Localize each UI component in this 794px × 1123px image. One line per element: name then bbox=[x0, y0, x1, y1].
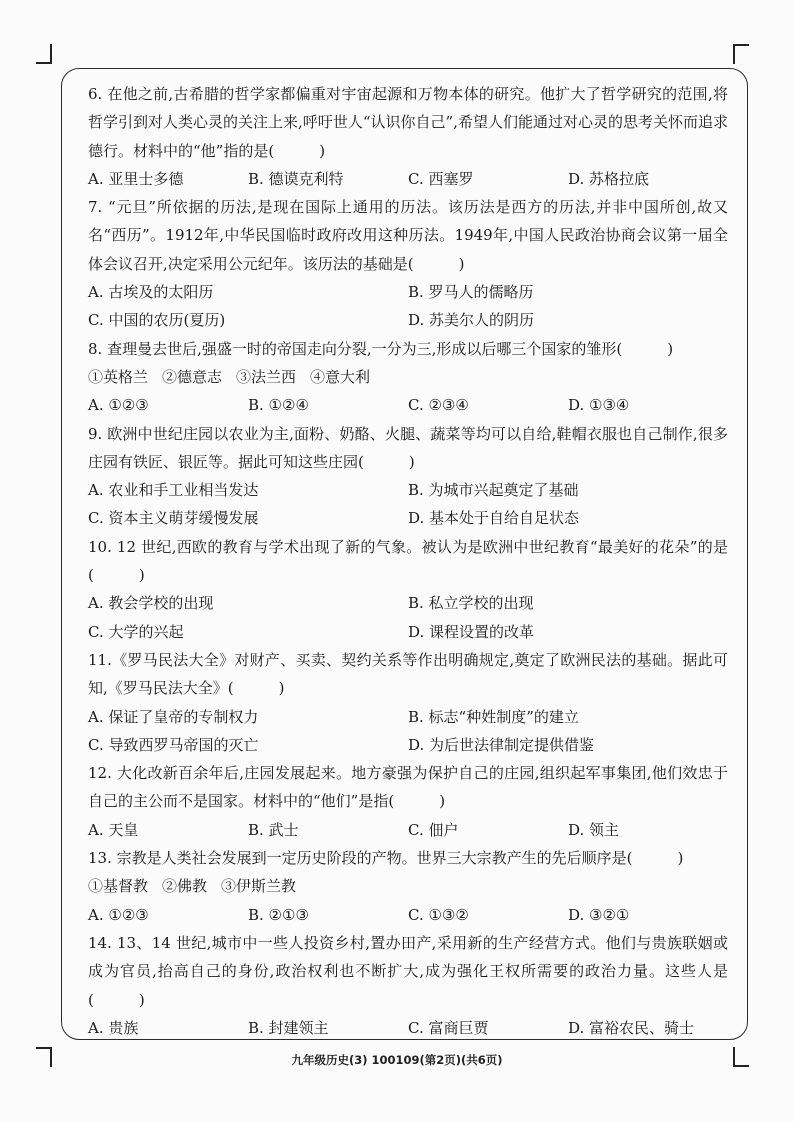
question-8 bbox=[88, 335, 728, 420]
option-a: A. 古埃及的太阳历 bbox=[88, 283, 214, 302]
item: ④意大利 bbox=[310, 367, 371, 386]
question-14 bbox=[88, 929, 728, 1042]
question-list bbox=[88, 80, 728, 1042]
options bbox=[88, 618, 728, 646]
item: ③伊斯兰教 bbox=[221, 877, 297, 896]
option-a: A. ①②③ bbox=[88, 905, 149, 924]
crop-mark-top-left bbox=[36, 44, 52, 64]
option-d: D. 基本处于自给自足状态 bbox=[408, 509, 580, 528]
question-12 bbox=[88, 759, 728, 844]
options bbox=[88, 901, 728, 929]
question-6 bbox=[88, 80, 728, 193]
question-text: 11.《罗马民法大全》对财产、买卖、契约关系等作出明确规定,奠定了欧洲民法的基础。据此可知,《罗马民法大全》( ) bbox=[88, 650, 728, 698]
crop-mark-top-right bbox=[733, 44, 749, 64]
option-b: B. 武士 bbox=[248, 820, 299, 839]
item-list bbox=[88, 363, 728, 391]
option-d: D. 富裕农民、骑士 bbox=[568, 1018, 695, 1037]
option-c: C. 西塞罗 bbox=[408, 169, 474, 188]
option-b: B. 罗马人的儒略历 bbox=[408, 283, 534, 302]
option-d: D. ①③④ bbox=[568, 396, 630, 415]
page-footer: 九年级历史(3) 100109(第2页)(共6页) bbox=[291, 1053, 503, 1067]
option-a: A. 农业和手工业相当发达 bbox=[88, 481, 259, 500]
item: ①英格兰 bbox=[88, 367, 149, 386]
question-9 bbox=[88, 420, 728, 533]
question-text: 14. 13、14 世纪,城市中一些人投资乡村,置办田产,采用新的生产经营方式。他们与贵族联姻或成为官员,抬高自己的身份,政治权利也不断扩大,成为强化王权所需要的政治力量。这些人是( ) bbox=[88, 933, 728, 1009]
question-text: 6. 在他之前,古希腊的哲学家都偏重对宇宙起源和万物本体的研究。他扩大了哲学研究的范围,将哲学引到对人类心灵的关注上来,呼吁世人“认识你自己”,希望人们能通过对心灵的思考关怀而追求德行。材料中的“他”指的是( ) bbox=[88, 85, 728, 160]
options bbox=[88, 731, 728, 759]
option-b: B. ①②④ bbox=[248, 396, 309, 415]
option-c: C. 导致西罗马帝国的灭亡 bbox=[88, 735, 259, 754]
option-b: B. 德谟克利特 bbox=[248, 169, 344, 188]
options bbox=[88, 1014, 728, 1042]
question-text: 13. 宗教是人类社会发展到一定历史阶段的产物。世界三大宗教产生的先后顺序是( ) bbox=[88, 849, 684, 868]
options bbox=[88, 278, 728, 306]
option-b: B. 封建领主 bbox=[248, 1018, 329, 1037]
option-c: C. ②③④ bbox=[408, 396, 469, 415]
option-b: B. 标志“种姓制度”的建立 bbox=[408, 707, 579, 726]
question-10 bbox=[88, 533, 728, 646]
option-a: A. 亚里士多德 bbox=[88, 169, 184, 188]
option-c: C. 佃户 bbox=[408, 820, 459, 839]
question-13 bbox=[88, 844, 728, 929]
options bbox=[88, 391, 728, 419]
question-text: 10. 12 世纪,西欧的教育与学术出现了新的气象。被认为是欧洲中世纪教育“最美好的花朵”的是( ) bbox=[88, 537, 728, 585]
option-a: A. ①②③ bbox=[88, 396, 149, 415]
options bbox=[88, 703, 728, 731]
option-a: A. 天皇 bbox=[88, 820, 139, 839]
item: ①基督教 bbox=[88, 877, 149, 896]
option-d: D. 苏美尔人的阴历 bbox=[408, 311, 535, 330]
option-b: B. 为城市兴起奠定了基础 bbox=[408, 481, 579, 500]
options bbox=[88, 816, 728, 844]
question-text: 12. 大化改新百余年后,庄园发展起来。地方豪强为保护自己的庄园,组织起军事集团,他们效忠于自己的主公而不是国家。材料中的“他们”是指( ) bbox=[88, 764, 728, 811]
option-d: D. 苏格拉底 bbox=[568, 169, 650, 188]
item-list bbox=[88, 872, 728, 900]
options bbox=[88, 589, 728, 617]
option-c: C. 富商巨贾 bbox=[408, 1018, 489, 1037]
item: ③法兰西 bbox=[236, 367, 297, 386]
option-c: C. 大学的兴起 bbox=[88, 622, 184, 641]
item: ②德意志 bbox=[162, 367, 223, 386]
item: ②佛教 bbox=[162, 877, 208, 896]
question-11 bbox=[88, 646, 728, 759]
option-a: A. 贵族 bbox=[88, 1018, 139, 1037]
option-a: A. 保证了皇帝的专制权力 bbox=[88, 707, 259, 726]
option-a: A. 教会学校的出现 bbox=[88, 594, 214, 613]
question-text: 9. 欧洲中世纪庄园以农业为主,面粉、奶酪、火腿、蔬菜等均可以自给,鞋帽衣服也自己制作,很多庄园有铁匠、银匠等。据此可知这些庄园( ) bbox=[88, 424, 728, 471]
options bbox=[88, 504, 728, 532]
options bbox=[88, 165, 728, 193]
option-b: B. ②①③ bbox=[248, 905, 309, 924]
options bbox=[88, 306, 728, 334]
option-d: D. ③②① bbox=[568, 905, 630, 924]
option-d: D. 课程设置的改革 bbox=[408, 622, 535, 641]
option-c: C. ①③② bbox=[408, 905, 469, 924]
question-text: 8. 查理曼去世后,强盛一时的帝国走向分裂,一分为三,形成以后哪三个国家的雏形( ) bbox=[88, 339, 674, 358]
option-c: C. 资本主义萌芽缓慢发展 bbox=[88, 509, 259, 528]
option-d: D. 为后世法律制定提供借鉴 bbox=[408, 735, 595, 754]
option-c: C. 中国的农历(夏历) bbox=[88, 311, 226, 330]
options bbox=[88, 476, 728, 504]
question-7 bbox=[88, 193, 728, 334]
question-text: 7. “元旦”所依据的历法,是现在国际上通用的历法。该历法是西方的历法,并非中国所创,故又名“西历”。1912年,中华民国临时政府改用这种历法。1949年,中国人民政治协商会议第一届全体会议召开,决定采用公元纪年。该历法的基础是( ) bbox=[88, 198, 728, 273]
option-d: D. 领主 bbox=[568, 820, 620, 839]
option-b: B. 私立学校的出现 bbox=[408, 594, 534, 613]
